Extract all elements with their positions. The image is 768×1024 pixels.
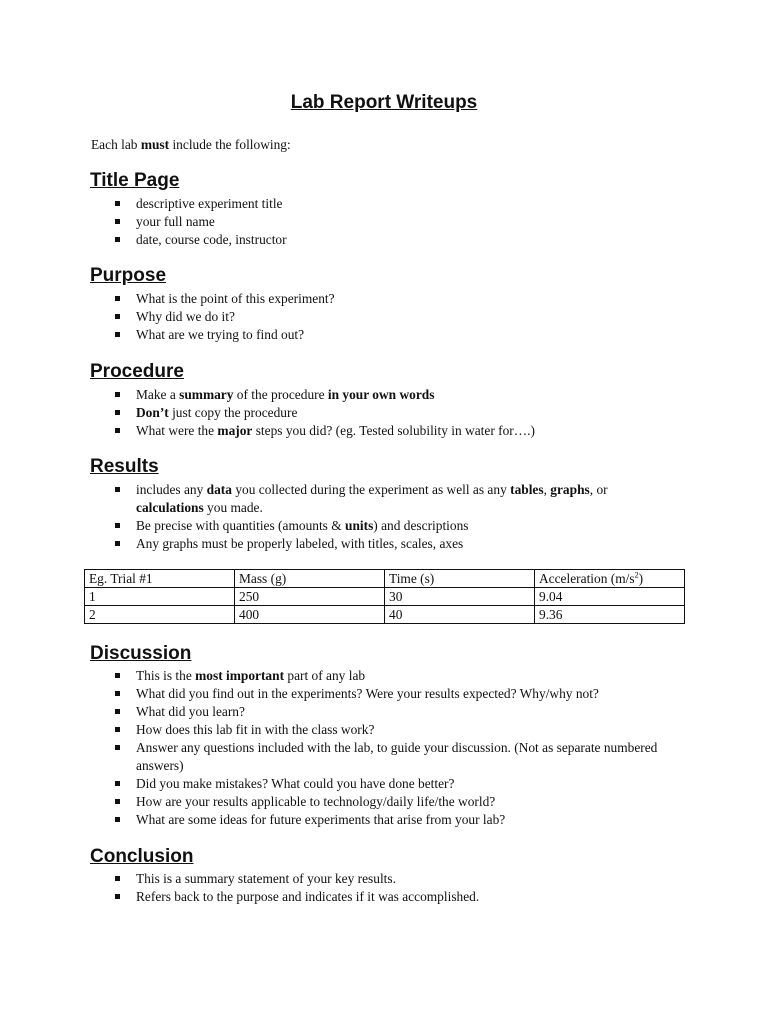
bold-run: major	[217, 423, 253, 438]
section-heading-title-page: Title Page	[90, 170, 180, 191]
text-run: just copy the procedure	[168, 405, 298, 420]
bold-run: graphs	[550, 482, 590, 497]
list-item: This is a summary statement of your key results.	[0, 870, 676, 888]
section-heading-results: Results	[90, 456, 159, 477]
text-run: This is the	[136, 668, 196, 683]
purpose-list	[0, 290, 676, 344]
bold-run: calculations	[136, 500, 204, 515]
list-item: How does this lab fit in with the class work?	[0, 721, 676, 739]
table-cell: 9.36	[535, 606, 685, 624]
bold-run: summary	[179, 387, 234, 402]
intro-pre: Each lab	[91, 137, 141, 152]
table-header-row	[85, 570, 685, 588]
list-item	[0, 481, 676, 517]
text-run: you made.	[203, 500, 263, 515]
table-row	[85, 606, 685, 624]
text-run: part of any lab	[284, 668, 366, 683]
superscript: 2	[634, 570, 639, 580]
list-item	[0, 422, 676, 440]
text-run: ,	[543, 482, 551, 497]
list-item: Refers back to the purpose and indicates if it was accomplished.	[0, 888, 676, 906]
text-run: includes any	[136, 482, 207, 497]
text-run: steps you did? (eg. Tested solubility in water for….)	[252, 423, 535, 438]
section-heading-purpose: Purpose	[90, 265, 167, 286]
text-run: you collected during the experiment as well as any	[231, 482, 511, 497]
bold-run: data	[206, 482, 232, 497]
list-item: What are some ideas for future experiments that arise from your lab?	[0, 811, 676, 829]
intro-text	[91, 137, 291, 153]
text-run: Acceleration (m/s	[539, 571, 635, 586]
table-cell: 400	[235, 606, 385, 624]
table-cell: 40	[385, 606, 535, 624]
bold-run: tables	[510, 482, 544, 497]
text-run: ) and descriptions	[373, 518, 469, 533]
list-item: What did you find out in the experiments? Were your results expected? Why/why not?	[0, 685, 676, 703]
procedure-list	[0, 386, 676, 440]
list-item: date, course code, instructor	[0, 231, 676, 249]
list-item	[0, 517, 676, 535]
text-run: Make a	[136, 387, 180, 402]
list-item: Did you make mistakes? What could you have done better?	[0, 775, 676, 793]
example-data-table	[84, 569, 685, 624]
intro-post: include the following:	[169, 137, 291, 152]
section-heading-discussion: Discussion	[90, 643, 192, 664]
section-heading-conclusion: Conclusion	[90, 846, 194, 867]
list-item	[0, 386, 676, 404]
table-cell: 2	[85, 606, 235, 624]
list-item: Why did we do it?	[0, 308, 676, 326]
text-run: , or	[589, 482, 608, 497]
list-item: How are your results applicable to technology/daily life/the world?	[0, 793, 676, 811]
table-cell: 250	[235, 588, 385, 606]
list-item: Answer any questions included with the lab, to guide your discussion. (Not as separate numbered answers)	[0, 739, 676, 775]
text-run: What were the	[136, 423, 218, 438]
list-item	[0, 404, 676, 422]
bold-run: in your own words	[327, 387, 435, 402]
text-run: of the procedure	[233, 387, 328, 402]
table-cell: 1	[85, 588, 235, 606]
table-header-cell: Eg. Trial #1	[85, 570, 235, 588]
table-cell: 30	[385, 588, 535, 606]
table-header-cell	[535, 570, 685, 588]
table-header-cell: Time (s)	[385, 570, 535, 588]
intro-bold: must	[140, 137, 170, 152]
table-header-cell: Mass (g)	[235, 570, 385, 588]
text-run: )	[638, 571, 644, 586]
text-run: Any graphs must be properly labeled, with titles, scales, axes	[136, 536, 464, 551]
list-item	[0, 667, 676, 685]
discussion-list	[0, 667, 676, 829]
document-title: Lab Report Writeups	[290, 92, 478, 113]
title-page-list	[0, 195, 676, 249]
list-item: your full name	[0, 213, 676, 231]
table-row	[85, 588, 685, 606]
bold-run: most important	[195, 668, 285, 683]
list-item	[0, 535, 676, 553]
text-run: Be precise with quantities (amounts &	[136, 518, 345, 533]
bold-run: Don’t	[136, 405, 169, 420]
bold-run: units	[345, 518, 374, 533]
results-list	[0, 481, 676, 553]
section-heading-procedure: Procedure	[90, 361, 184, 382]
list-item: descriptive experiment title	[0, 195, 676, 213]
list-item: What are we trying to find out?	[0, 326, 676, 344]
conclusion-list	[0, 870, 676, 906]
table-cell: 9.04	[535, 588, 685, 606]
list-item: What is the point of this experiment?	[0, 290, 676, 308]
list-item: What did you learn?	[0, 703, 676, 721]
